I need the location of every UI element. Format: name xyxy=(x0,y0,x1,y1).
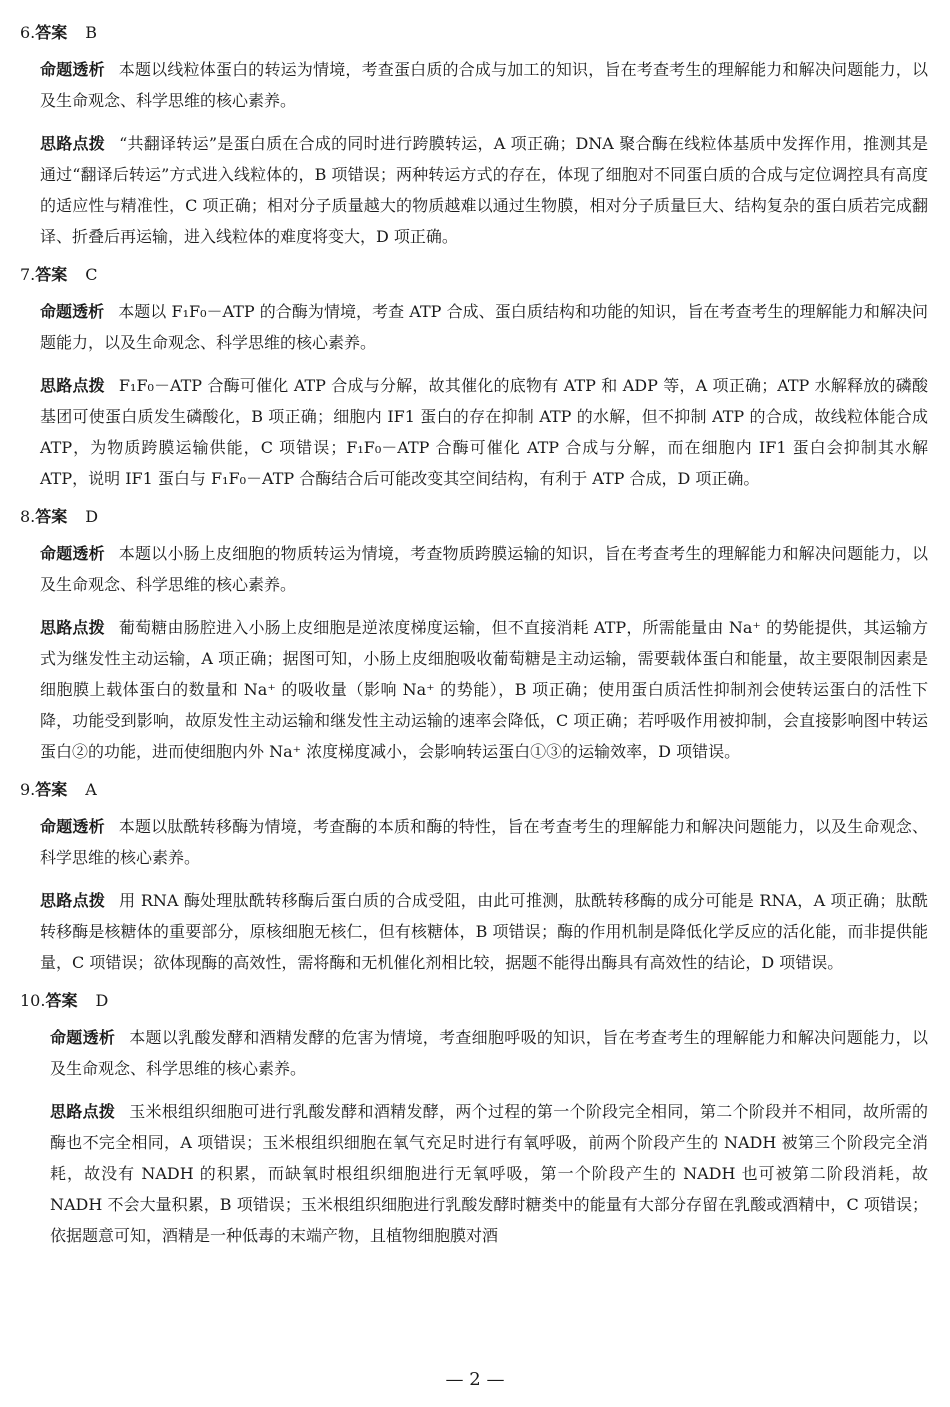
hint-paragraph xyxy=(40,128,928,252)
analysis-paragraph xyxy=(50,1022,928,1084)
hint-paragraph xyxy=(40,885,928,978)
question-header xyxy=(20,264,928,286)
answer-label: 答案 xyxy=(35,265,68,284)
analysis-paragraph xyxy=(40,296,928,358)
answer-label: 答案 xyxy=(35,23,68,42)
hint-text: 葡萄糖由肠腔进入小肠上皮细胞是逆浓度梯度运输，但不直接消耗 ATP，所需能量由 Na⁺ 的势能提供，其运输方式为继发性主动运输，A 项正确；据图可知，小肠上皮细胞吸收葡萄糖是主动运输，需要载体蛋白和能量，故主要限制因素是细胞膜上载体蛋白的数量和 Na⁺ 的吸收量（影响 Na⁺ 的势能），B 项正确；使用蛋白质活性抑制剂会使转运蛋白的活性下降，功能受到影响，故原发性主动运输和继发性主动运输的速率会降低，C 项正确；若呼吸作用被抑制，会直接影响图中转运蛋白②的功能，进而使细胞内外 Na⁺ 浓度梯度减小，会影响转运蛋白①③的运输效率，D 项错误。 xyxy=(40,618,928,761)
page-number: — 2 — xyxy=(445,1369,505,1390)
answer-label: 答案 xyxy=(35,507,68,526)
analysis-label: 命题透析 xyxy=(50,1028,116,1047)
hint-label: 思路点拨 xyxy=(40,618,105,637)
analysis-text: 本题以 F₁F₀－ATP 的合酶为情境，考查 ATP 合成、蛋白质结构和功能的知识，旨在考查考生的理解能力和解决问题能力，以及生命观念、科学思维的核心素养。 xyxy=(40,302,928,352)
analysis-label: 命题透析 xyxy=(40,60,105,79)
question-header xyxy=(20,779,928,801)
hint-label: 思路点拨 xyxy=(40,891,106,910)
question-number: 9. xyxy=(20,780,36,799)
question-number: 7. xyxy=(20,265,36,284)
hint-label: 思路点拨 xyxy=(40,134,106,153)
question-number: 8. xyxy=(20,507,36,526)
answer-value: D xyxy=(95,991,109,1010)
question-header xyxy=(20,22,928,44)
analysis-text: 本题以乳酸发酵和酒精发酵的危害为情境，考查细胞呼吸的知识，旨在考查考生的理解能力和解决问题能力，以及生命观念、科学思维的核心素养。 xyxy=(50,1028,928,1078)
answer-value: C xyxy=(85,265,98,284)
analysis-text: 本题以线粒体蛋白的转运为情境，考查蛋白质的合成与加工的知识，旨在考查考生的理解能力和解决问题能力，以及生命观念、科学思维的核心素养。 xyxy=(40,60,928,110)
question-7 xyxy=(20,264,928,494)
hint-label: 思路点拨 xyxy=(40,376,105,395)
question-header xyxy=(20,506,928,528)
analysis-text: 本题以小肠上皮细胞的物质转运为情境，考查物质跨膜运输的知识，旨在考查考生的理解能力和解决问题能力，以及生命观念、科学思维的核心素养。 xyxy=(40,544,928,594)
question-number: 10. xyxy=(20,991,46,1010)
hint-text: 用 RNA 酶处理肽酰转移酶后蛋白质的合成受阻，由此可推测，肽酰转移酶的成分可能是 RNA，A 项正确；肽酰转移酶是核糖体的重要部分，原核细胞无核仁，但有核糖体，B 项错误；酶的作用机制是降低化学反应的活化能，而非提供能量，C 项错误；欲体现酶的高效性，需将酶和无机催化剂相比较，据题不能得出酶具有高效性的结论，D 项错误。 xyxy=(40,891,928,972)
analysis-paragraph xyxy=(40,54,928,116)
analysis-paragraph xyxy=(40,538,928,600)
hint-paragraph xyxy=(40,612,928,767)
analysis-label: 命题透析 xyxy=(40,544,105,563)
analysis-text: 本题以肽酰转移酶为情境，考查酶的本质和酶的特性，旨在考查考生的理解能力和解决问题能力，以及生命观念、科学思维的核心素养。 xyxy=(40,817,928,867)
question-10 xyxy=(20,990,928,1251)
question-6 xyxy=(20,22,928,252)
answer-label: 答案 xyxy=(35,780,68,799)
answer-value: D xyxy=(85,507,99,526)
answer-label: 答案 xyxy=(45,991,78,1010)
hint-paragraph xyxy=(50,1096,928,1251)
hint-text: “共翻译转运”是蛋白质在合成的同时进行跨膜转运，A 项正确；DNA 聚合酶在线粒体基质中发挥作用，推测其是通过“翻译后转运”方式进入线粒体的，B 项错误；两种转运方式的存在，体现了细胞对不同蛋白质的合成与定位调控具有高度的适应性与精准性，C 项正确；相对分子质量越大的物质越难以通过生物膜，相对分子质量巨大、结构复杂的蛋白质若完成翻译、折叠后再运输，进入线粒体的难度将变大，D 项正确。 xyxy=(40,134,928,246)
question-header xyxy=(20,990,928,1012)
hint-text: F₁F₀－ATP 合酶可催化 ATP 合成与分解，故其催化的底物有 ATP 和 ADP 等，A 项正确；ATP 水解释放的磷酸基团可使蛋白质发生磷酸化，B 项正确；细胞内 IF1 蛋白的存在抑制 ATP 的水解，但不抑制 ATP 的合成，故线粒体能合成 ATP，为物质跨膜运输供能，C 项错误；F₁F₀－ATP 合酶可催化 ATP 合成与分解，而在细胞内 IF1 蛋白会抑制其水解 ATP，说明 IF1 蛋白与 F₁F₀－ATP 合酶结合后可能改变其空间结构，有利于 ATP 合成，D 项正确。 xyxy=(40,376,928,488)
analysis-label: 命题透析 xyxy=(40,817,105,836)
question-8 xyxy=(20,506,928,767)
question-9 xyxy=(20,779,928,978)
hint-label: 思路点拨 xyxy=(50,1102,116,1121)
answer-value: B xyxy=(85,23,98,42)
hint-paragraph xyxy=(40,370,928,494)
analysis-paragraph xyxy=(40,811,928,873)
analysis-label: 命题透析 xyxy=(40,302,105,321)
answer-value: A xyxy=(85,780,97,799)
hint-text: 玉米根组织细胞可进行乳酸发酵和酒精发酵，两个过程的第一个阶段完全相同，第二个阶段并不相同，故所需的酶也不完全相同，A 项错误；玉米根组织细胞在氧气充足时进行有氧呼吸，前两个阶段产生的 NADH 被第三个阶段完全消耗，故没有 NADH 的积累，而缺氧时根组织细胞进行无氧呼吸，第一个阶段产生的 NADH 也可被第二阶段消耗，故 NADH 不会大量积累，B 项错误；玉米根组织细胞进行乳酸发酵时糖类中的能量有大部分存留在乳酸或酒精中，C 项错误；依据题意可知，酒精是一种低毒的末端产物，且植物细胞膜对酒 xyxy=(50,1102,928,1245)
question-number: 6. xyxy=(20,23,36,42)
